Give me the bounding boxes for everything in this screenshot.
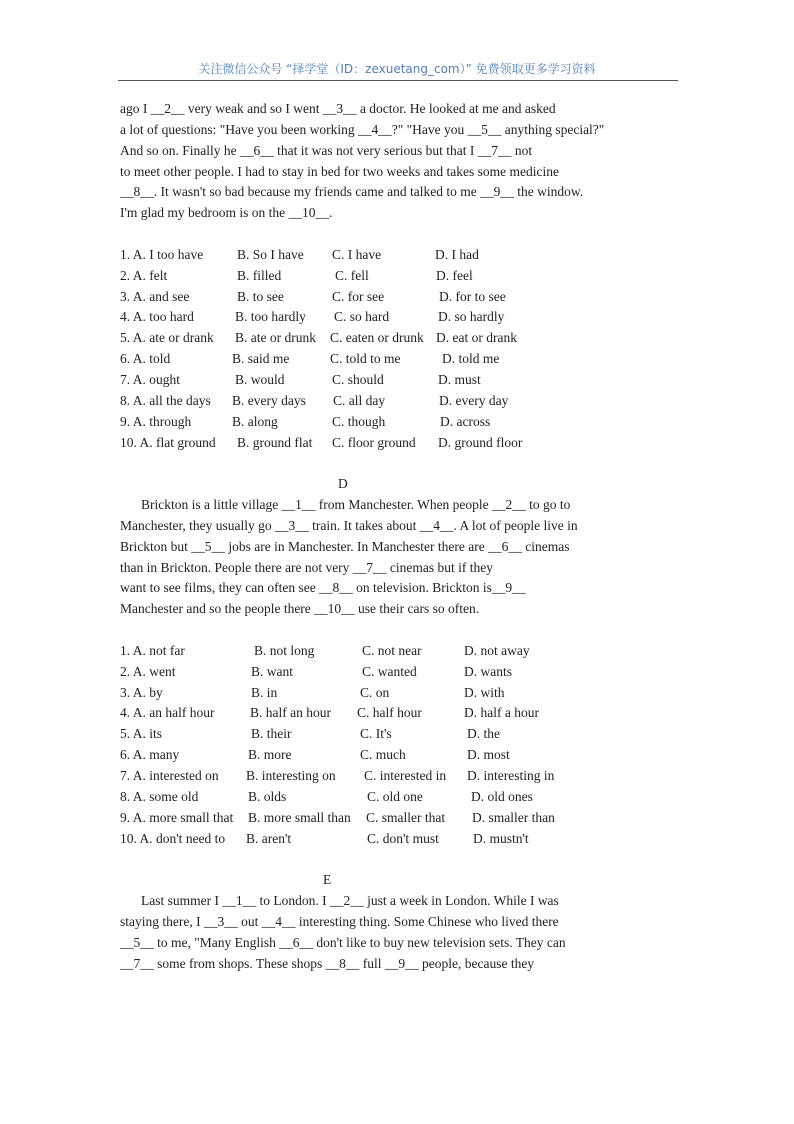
option-b: B. want [251,663,293,679]
passage-line: And so on. Finally he __6__ that it was not very serious but that I __7__ not [120,142,533,158]
option-d: D. for to see [439,288,506,304]
option-d: D. the [467,726,500,742]
passage-line: to meet other people. I had to stay in bed for two weeks and takes some medicine [120,163,559,179]
document-body [120,99,720,974]
passage-c-tail [120,99,720,224]
option-row [120,808,720,829]
option-d: D. eat or drank [436,330,517,346]
option-b: B. along [232,413,278,429]
option-a: 3. A. by [120,684,163,700]
option-d: D. I had [435,246,479,262]
option-row [120,766,720,787]
option-b: B. not long [254,642,315,658]
passage-line: Brickton is a little village __1__ from Manchester. When people __2__ to go to [141,497,571,513]
option-d: D. mustn't [473,830,529,846]
option-b: B. ground flat [237,434,313,450]
option-b: B. in [251,684,278,700]
option-b: B. to see [237,288,284,304]
option-row [120,641,720,662]
passage-d [120,495,720,620]
option-a: 2. A. went [120,663,176,679]
passage-line: ago I __2__ very weak and so I went __3__ a doctor. He looked at me and asked [120,101,556,116]
option-c: C. smaller that [366,809,446,825]
option-d: D. interesting in [467,768,555,783]
passage-line: Manchester and so the people there __10__ use their cars so often. [120,601,480,617]
option-d: D. across [440,413,491,429]
option-c: C. don't must [367,830,439,846]
option-a: 3. A. and see [120,288,190,304]
option-a: 5. A. ate or drank [120,330,214,346]
option-row [120,829,720,850]
option-d: D. with [464,684,505,700]
page-header: 关注微信公众号 “择学堂（ID：zexuetang_com）” 免费领取更多学习资料 [198,62,596,76]
option-a: 8. A. some old [120,788,199,804]
option-d: D. old ones [471,788,533,804]
option-a: 8. A. all the days [120,392,211,408]
option-row [120,433,720,454]
option-d: D. half a hour [464,705,539,721]
options-c [120,245,720,453]
option-a: 10. A. flat ground [120,434,216,450]
option-c: C. though [332,413,386,429]
option-row [120,328,720,349]
option-a: 9. A. through [120,413,192,429]
option-a: 6. A. many [120,747,180,763]
option-d: D. must [438,371,481,387]
option-d: D. smaller than [472,809,555,825]
passage-line: __5__ to me, "Many English __6__ don't like to buy new television sets. They can [120,934,566,950]
option-c: C. fell [335,267,369,283]
option-row [120,745,720,766]
option-b: B. So I have [237,246,304,262]
header-divider [118,80,678,81]
option-b: B. every days [232,392,306,408]
option-c: C. old one [367,788,423,804]
option-d: D. feel [436,267,473,283]
option-b: B. too hardly [235,309,306,325]
passage-line: staying there, I __3__ out __4__ interesting thing. Some Chinese who lived there [120,913,559,929]
passage-line: I'm glad my bedroom is on the __10__. [120,205,333,221]
option-c: C. floor ground [332,434,416,450]
option-row [120,266,720,287]
option-d: D. not away [464,642,530,658]
option-row [120,412,720,433]
option-a: 10. A. don't need to [120,830,226,846]
option-c: C. wanted [362,663,417,679]
option-b: B. ate or drunk [235,330,316,346]
passage-line: than in Brickton. People there are not very __7__ cinemas but if they [120,559,494,575]
passage-line: want to see films, they can often see __8__ on television. Brickton is__9__ [120,580,526,596]
option-c: C. I have [332,246,382,262]
option-c: C. eaten or drunk [330,330,424,346]
passage-line: Brickton but __5__ jobs are in Manchester. In Manchester there are __6__ cinemas [120,538,570,554]
option-row [120,787,720,808]
passage-line: __8__. It wasn't so bad because my friends came and talked to me __9__ the window. [120,184,584,200]
option-b: B. half an hour [250,705,331,721]
option-d: D. every day [439,392,509,408]
option-row [120,703,720,724]
option-a: 7. A. interested on [120,768,219,783]
option-c: C. all day [333,392,386,408]
option-b: B. their [251,726,292,742]
option-b: B. would [235,371,285,387]
option-b: B. olds [248,788,287,804]
section-d-title: D [338,476,348,492]
option-a: 9. A. more small that [120,809,234,825]
option-d: D. told me [442,351,500,367]
option-d: D. wants [464,663,512,679]
option-row [120,349,720,370]
option-a: 5. A. its [120,726,163,742]
option-c: C. interested in [364,768,447,783]
section-e-title: E [323,872,332,888]
options-d [120,641,720,849]
passage-line: Manchester, they usually go __3__ train. It takes about __4__. A lot of people live in [120,517,578,533]
option-row [120,683,720,704]
option-b: B. aren't [246,830,292,846]
option-row [120,391,720,412]
option-c: C. so hard [334,309,390,325]
option-a: 6. A. told [120,351,171,367]
option-c: C. for see [332,288,385,304]
passage-line: a lot of questions: "Have you been working __4__?" "Have you __5__ anything special?" [120,121,605,137]
option-d: D. so hardly [438,309,505,325]
option-b: B. interesting on [246,768,336,783]
option-c: C. half hour [357,705,422,721]
option-d: D. ground floor [438,434,523,450]
option-b: B. more small than [248,809,351,825]
option-a: 1. A. not far [120,642,185,658]
option-c: C. much [360,747,406,763]
option-row [120,370,720,391]
option-row [120,287,720,308]
option-a: 4. A. too hard [120,309,194,325]
option-c: C. should [332,371,384,387]
passage-line: __7__ some from shops. These shops __8__ full __9__ people, because they [120,955,535,971]
passage-e [120,891,720,974]
option-c: C. It's [360,726,392,742]
option-row [120,307,720,328]
option-c: C. told to me [330,351,401,367]
option-a: 7. A. ought [120,371,181,387]
option-c: C. on [360,684,390,700]
option-d: D. most [467,747,510,763]
option-a: 4. A. an half hour [120,705,215,721]
option-b: B. said me [232,351,290,367]
option-a: 1. A. I too have [120,246,204,262]
option-b: B. more [248,747,292,763]
passage-line: Last summer I __1__ to London. I __2__ just a week in London. While I was [141,893,559,909]
option-c: C. not near [362,642,422,658]
option-b: B. filled [237,267,282,283]
option-a: 2. A. felt [120,267,168,283]
option-row [120,245,720,266]
option-row [120,724,720,745]
option-row [120,662,720,683]
